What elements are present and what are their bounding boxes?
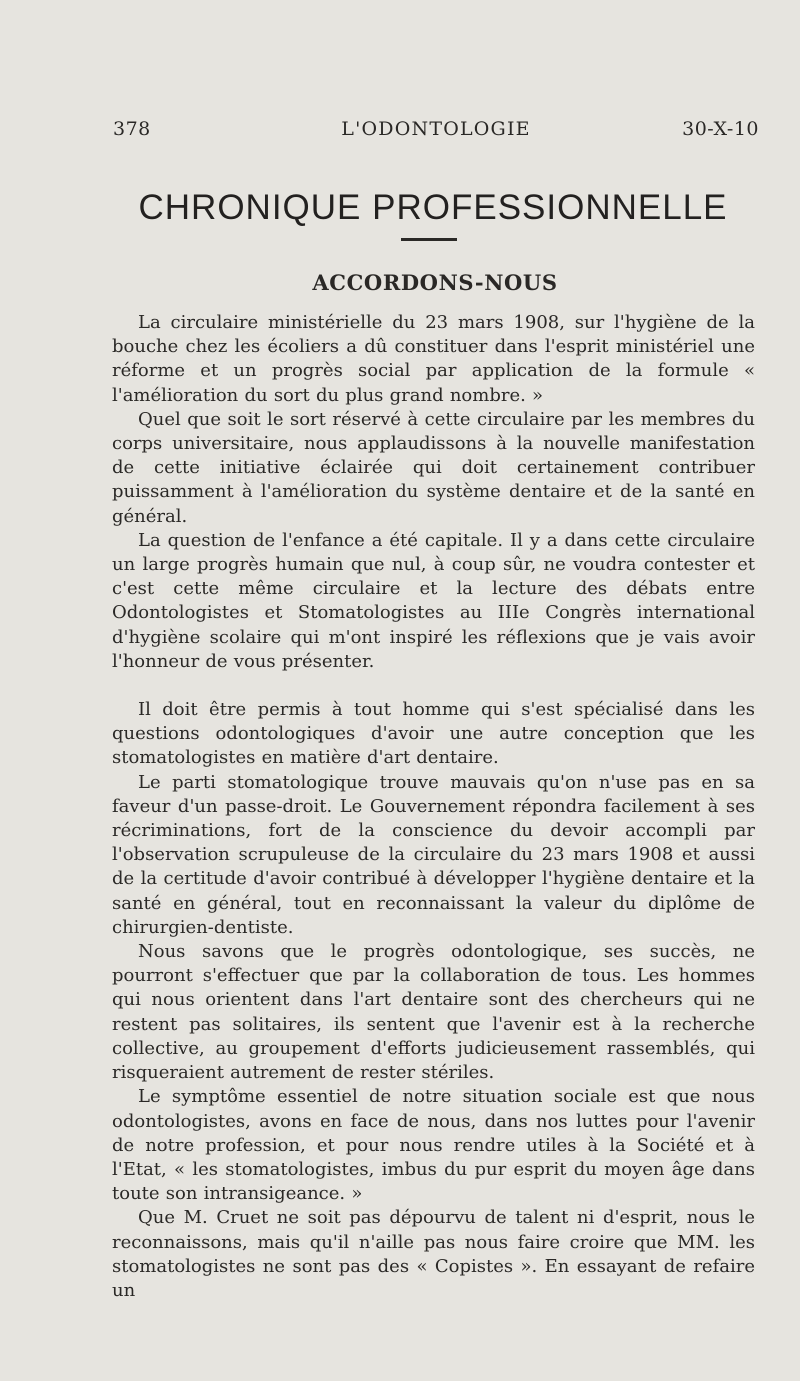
paragraph: Le parti stomatologique trouve mauvais qu'on n'use pas en sa faveur d'un passe-droit. Le Gouvernement répondra facilement à ses récriminations, fort de la conscience du devoir accompli par l'observation scrupuleuse de la circulaire du 23 mars 1908 et aussi de la certitude d'avoir contribué à développer l'hygiène dentaire et la santé en général, tout en reconnaissant la valeur du diplôme de chirurgien-dentiste.: [112, 771, 755, 938]
running-head: [113, 118, 759, 148]
paragraph: Que M. Cruet ne soit pas dépourvu de talent ni d'esprit, nous le reconnaissons, mais qu'il n'aille pas nous faire croire que MM. les stomatologistes ne sont pas des « Copistes ». En essayant de refaire un: [112, 1207, 755, 1301]
paragraph: La question de l'enfance a été capitale. Il y a dans cette circulaire un large progrès humain que nul, à coup sûr, ne voudra contester et c'est cette même circulaire et la lecture des débats entre Odontologistes et Stomatologistes au IIIe Congrès international d'hygiène scolaire qui m'ont inspiré les réflexions que je vais avoir l'honneur de vous présenter.: [112, 529, 755, 672]
paragraph: Il doit être permis à tout homme qui s'est spécialisé dans les questions odontologiques d'avoir une autre conception que les stomatologistes en matière d'art dentaire.: [112, 699, 755, 769]
paragraph: Le symptôme essentiel de notre situation sociale est que nous odontologistes, avons en face de nous, dans nos luttes pour l'avenir de notre profession, et pour nous rendre utiles à la Société et à l'Etat, « les stomatologistes, imbus du pur esprit du moyen âge dans toute son intransigeance. »: [112, 1086, 755, 1205]
issue-date: 30-X-10: [682, 118, 759, 140]
page-number: 378: [113, 118, 151, 140]
article-body: [112, 311, 755, 1303]
paragraph: La circulaire ministérielle du 23 mars 1908, sur l'hygiène de la bouche chez les écoliers a dû constituer dans l'esprit ministériel une réforme et un progrès social par application de la formule « l'amélioration du sort du plus grand nombre. »: [112, 312, 755, 406]
paragraph: Quel que soit le sort réservé à cette circulaire par les membres du corps universitaire, nous applaudissons à la nouvelle manifestation de cette initiative éclairée qui doit certainement contribuer puissamment à l'amélioration du système dentaire et de la santé en général.: [112, 408, 755, 527]
title-rule: [401, 238, 457, 241]
article-title: ACCORDONS-NOUS: [312, 270, 558, 295]
paragraph: Nous savons que le progrès odontologique, ses succès, ne pourront s'effectuer que par la collaboration de tous. Les hommes qui nous orientent dans l'art dentaire sont des chercheurs qui ne restent pas solitaires, ils sentent que l'avenir est à la recherche collective, au groupement d'efforts judicieusement rassemblés, qui risqueraient autrement de rester stériles.: [112, 941, 755, 1084]
section-title: CHRONIQUE PROFESSIONNELLE: [138, 188, 728, 227]
journal-title: L'ODONTOLOGIE: [341, 118, 531, 140]
